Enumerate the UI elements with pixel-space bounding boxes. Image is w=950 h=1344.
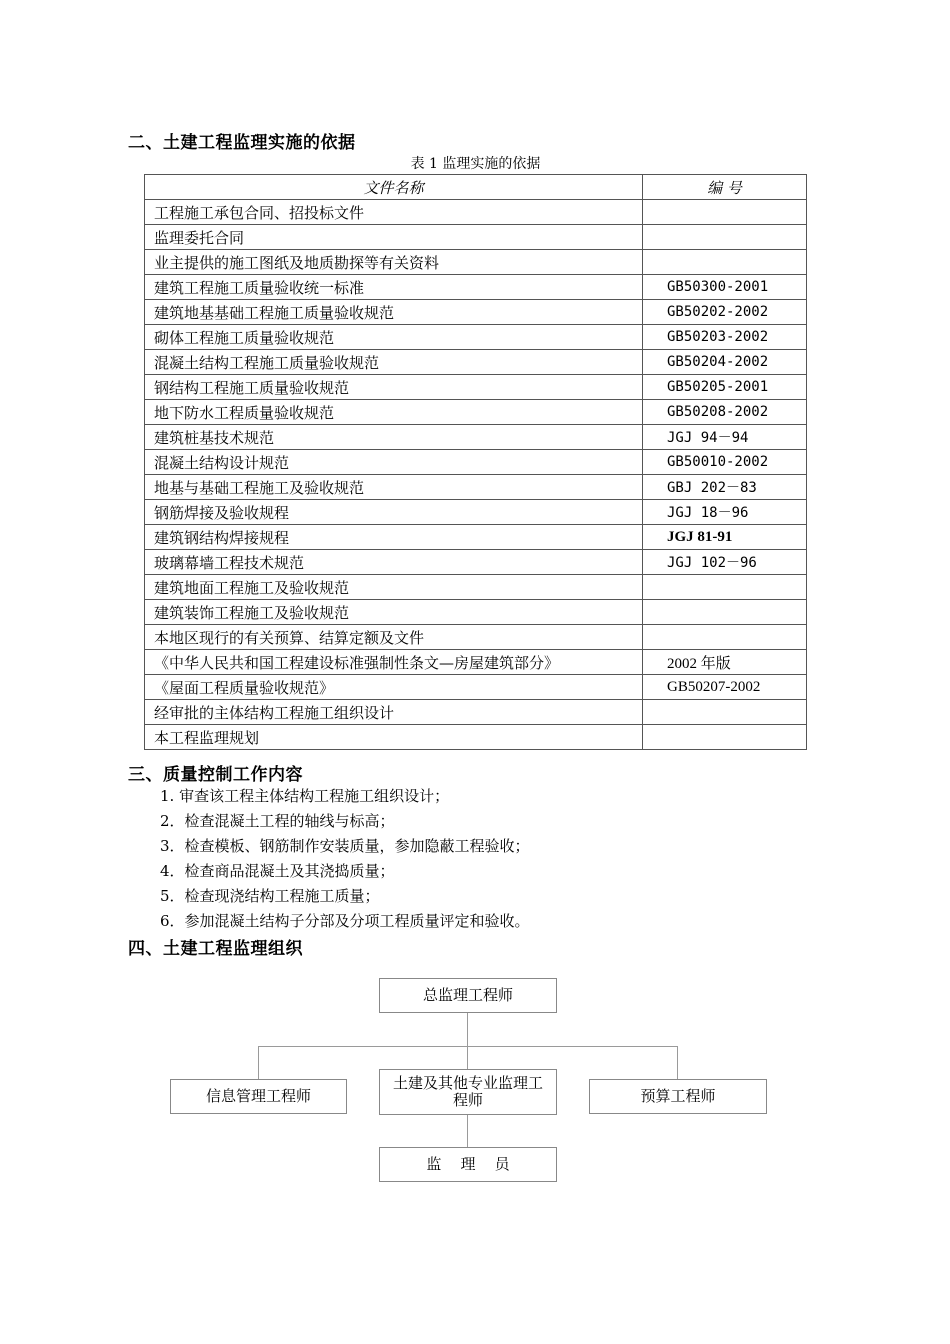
table-row xyxy=(145,475,807,500)
doc-code: 2002 年版 xyxy=(643,650,807,675)
doc-code xyxy=(643,575,807,600)
list-item: 2．检查混凝土工程的轴线与标高； xyxy=(160,812,395,830)
section-heading-org: 四、土建工程监理组织 xyxy=(128,939,303,959)
connector-civil xyxy=(467,1046,468,1070)
table-row xyxy=(145,675,807,700)
doc-name: 建筑地基基础工程施工质量验收规范 xyxy=(145,300,643,325)
doc-code: GB50204-2002 xyxy=(643,350,807,375)
doc-code: JGJ 94－94 xyxy=(643,425,807,450)
doc-name: 钢筋焊接及验收规程 xyxy=(145,500,643,525)
table-caption: 表 1 监理实施的依据 xyxy=(410,156,541,172)
doc-name: 钢结构工程施工质量验收规范 xyxy=(145,375,643,400)
table-row xyxy=(145,200,807,225)
doc-code: GB50010-2002 xyxy=(643,450,807,475)
list-item: 4．检查商品混凝土及其浇捣质量； xyxy=(160,862,395,880)
doc-code xyxy=(643,700,807,725)
doc-name: 业主提供的施工图纸及地质勘探等有关资料 xyxy=(145,250,643,275)
doc-code: GBJ 202－83 xyxy=(643,475,807,500)
table-row xyxy=(145,575,807,600)
doc-code xyxy=(643,250,807,275)
section-heading-quality: 三、质量控制工作内容 xyxy=(128,765,303,785)
table-row xyxy=(145,350,807,375)
doc-name: 《屋面工程质量验收规范》 xyxy=(145,675,643,700)
doc-code: GB50203-2002 xyxy=(643,325,807,350)
header-code: 编 号 xyxy=(643,175,807,200)
doc-code: JGJ 18－96 xyxy=(643,500,807,525)
doc-code: GB50208-2002 xyxy=(643,400,807,425)
org-node-chief-engineer: 总监理工程师 xyxy=(379,978,557,1013)
org-node-info-engineer: 信息管理工程师 xyxy=(170,1079,347,1114)
table-row xyxy=(145,450,807,475)
doc-code: JGJ 102－96 xyxy=(643,550,807,575)
list-item: 3．检查模板、钢筋制作安装质量，参加隐蔽工程验收； xyxy=(160,837,530,855)
list-item: 1. 审查该工程主体结构工程施工组织设计； xyxy=(160,787,450,805)
table-row xyxy=(145,225,807,250)
table-row xyxy=(145,300,807,325)
table-row xyxy=(145,325,807,350)
doc-name: 经审批的主体结构工程施工组织设计 xyxy=(145,700,643,725)
table-row xyxy=(145,500,807,525)
table-row xyxy=(145,600,807,625)
quality-task-list xyxy=(160,784,530,934)
org-node-budget-engineer: 预算工程师 xyxy=(589,1079,767,1114)
table-header-row xyxy=(145,175,807,200)
basis-table xyxy=(144,174,807,750)
connector-horizontal xyxy=(258,1046,678,1047)
doc-name: 监理委托合同 xyxy=(145,225,643,250)
doc-name: 混凝土结构工程施工质量验收规范 xyxy=(145,350,643,375)
doc-name: 砌体工程施工质量验收规范 xyxy=(145,325,643,350)
header-file-name: 文件名称 xyxy=(145,175,643,200)
section-heading-basis: 二、土建工程监理实施的依据 xyxy=(128,133,356,153)
connector-info xyxy=(258,1046,259,1079)
doc-code: GB50300-2001 xyxy=(643,275,807,300)
table-row xyxy=(145,700,807,725)
table-row xyxy=(145,400,807,425)
doc-name: 本地区现行的有关预算、结算定额及文件 xyxy=(145,625,643,650)
doc-name: 建筑钢结构焊接规程 xyxy=(145,525,643,550)
doc-code: GB50205-2001 xyxy=(643,375,807,400)
table-row xyxy=(145,650,807,675)
table-row xyxy=(145,525,807,550)
doc-name: 混凝土结构设计规范 xyxy=(145,450,643,475)
table-row xyxy=(145,625,807,650)
doc-code xyxy=(643,200,807,225)
doc-name: 地下防水工程质量验收规范 xyxy=(145,400,643,425)
connector-supervisor xyxy=(467,1114,468,1147)
doc-name: 本工程监理规划 xyxy=(145,725,643,750)
doc-code: JGJ 81-91 xyxy=(643,525,807,550)
doc-name: 建筑地面工程施工及验收规范 xyxy=(145,575,643,600)
doc-code xyxy=(643,625,807,650)
list-item: 6．参加混凝土结构子分部及分项工程质量评定和验收。 xyxy=(160,912,530,930)
table-row xyxy=(145,725,807,750)
doc-name: 地基与基础工程施工及验收规范 xyxy=(145,475,643,500)
table-row xyxy=(145,425,807,450)
connector-chief-down xyxy=(467,1012,468,1046)
doc-name: 《中华人民共和国工程建设标准强制性条文—房屋建筑部分》 xyxy=(145,650,643,675)
doc-name: 建筑桩基技术规范 xyxy=(145,425,643,450)
doc-name: 建筑装饰工程施工及验收规范 xyxy=(145,600,643,625)
table-row xyxy=(145,250,807,275)
doc-name: 工程施工承包合同、招投标文件 xyxy=(145,200,643,225)
doc-code xyxy=(643,225,807,250)
doc-code xyxy=(643,725,807,750)
doc-name: 建筑工程施工质量验收统一标准 xyxy=(145,275,643,300)
doc-name: 玻璃幕墙工程技术规范 xyxy=(145,550,643,575)
table-row xyxy=(145,375,807,400)
org-node-civil-engineer: 土建及其他专业监理工程师 xyxy=(379,1069,557,1115)
doc-code xyxy=(643,600,807,625)
list-item: 5．检查现浇结构工程施工质量； xyxy=(160,887,380,905)
doc-code: GB50207-2002 xyxy=(643,675,807,700)
doc-code: GB50202-2002 xyxy=(643,300,807,325)
table-row xyxy=(145,550,807,575)
table-row xyxy=(145,275,807,300)
connector-budget xyxy=(677,1046,678,1079)
org-node-supervisor: 监 理 员 xyxy=(379,1147,557,1182)
